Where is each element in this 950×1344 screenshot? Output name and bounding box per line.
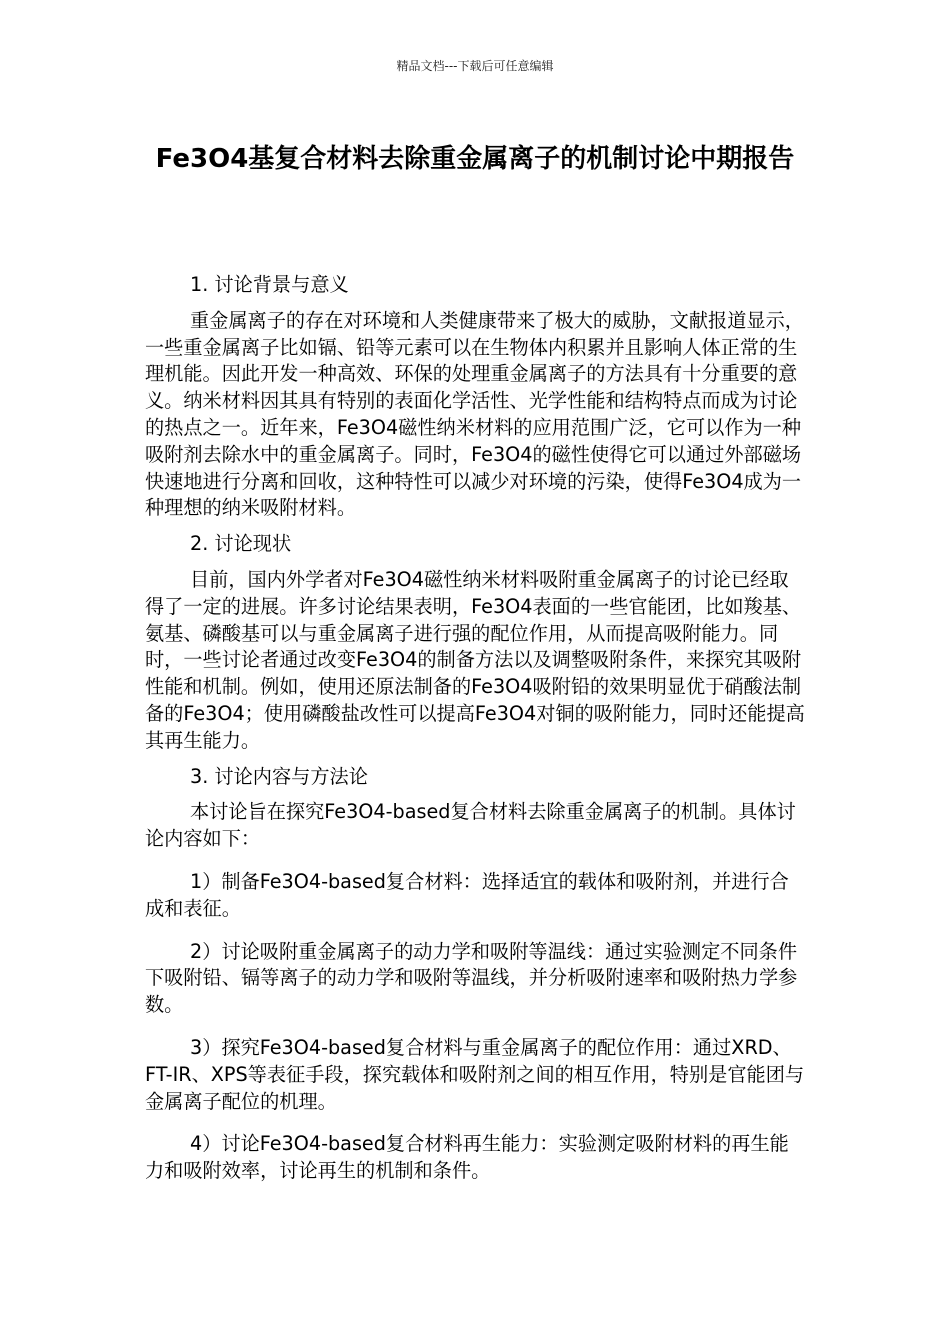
list-item-1: 1）制备Fe3O4-based复合材料：选择适宜的载体和吸附剂，并进行合成和表征。	[145, 869, 789, 920]
document-body	[145, 272, 805, 1201]
section-heading-2: 2. 讨论现状	[190, 532, 292, 556]
section-paragraph-3: 本讨论旨在探究Fe3O4-based复合材料去除重金属离子的机制。具体讨论内容如下：	[145, 800, 796, 851]
section-paragraph-2: 目前，国内外学者对Fe3O4磁性纳米材料吸附重金属离子的讨论已经取得了一定的进展。许多讨论结果表明，Fe3O4表面的一些官能团，比如羧基、氨基、磷酸基可以与重金属离子进行强的配位作用，从而提高吸附能力。同时，一些讨论者通过改变Fe3O4的制备方法以及调整吸附条件，来探究其吸附性能和机制。例如，使用还原法制备的Fe3O4吸附铅的效果明显优于硝酸法制备的Fe3O4；使用磷酸盐改性可以提高Fe3O4对铜的吸附能力，同时还能提高其再生能力。	[145, 567, 805, 752]
document-title: Fe3O4基复合材料去除重金属离子的机制讨论中期报告	[155, 144, 795, 174]
section-heading-1: 1. 讨论背景与意义	[190, 273, 349, 296]
section-heading-3: 3. 讨论内容与方法论	[190, 764, 368, 788]
section-paragraph-1: 重金属离子的存在对环境和人类健康带来了极大的威胁，文献报道显示，一些重金属离子比如镉、铅等元素可以在生物体内积累并且影响人体正常的生理机能。因此开发一种高效、环保的处理重金属离子的方法具有十分重要的意义。纳米材料因其具有特别的表面化学活性、光学性能和结构特点而成为讨论的热点之一。近年来，Fe3O4磁性纳米材料的应用范围广泛，它可以作为一种吸附剂去除水中的重金属离子。同时，Fe3O4的磁性使得它可以通过外部磁场快速地进行分离和回收，这种特性可以减少对环境的污染，使得Fe3O4成为一种理想的纳米吸附材料。	[145, 308, 804, 520]
header-note: 精品文档---下载后可任意编辑	[396, 59, 554, 73]
list-item-3: 3）探究Fe3O4-based复合材料与重金属离子的配位作用：通过XRD、FT-IR、XPS等表征手段，探究载体和吸附剂之间的相互作用，特别是官能团与金属离子配位的机理。	[145, 1035, 805, 1113]
list-item-4: 4）讨论Fe3O4-based复合材料再生能力：实验测定吸附材料的再生能力和吸附效率，讨论再生的机制和条件。	[145, 1132, 789, 1183]
list-item-2: 2）讨论吸附重金属离子的动力学和吸附等温线：通过实验测定不同条件下吸附铅、镉等离子的动力学和吸附等温线，并分析吸附速率和吸附热力学参数。	[145, 939, 798, 1017]
